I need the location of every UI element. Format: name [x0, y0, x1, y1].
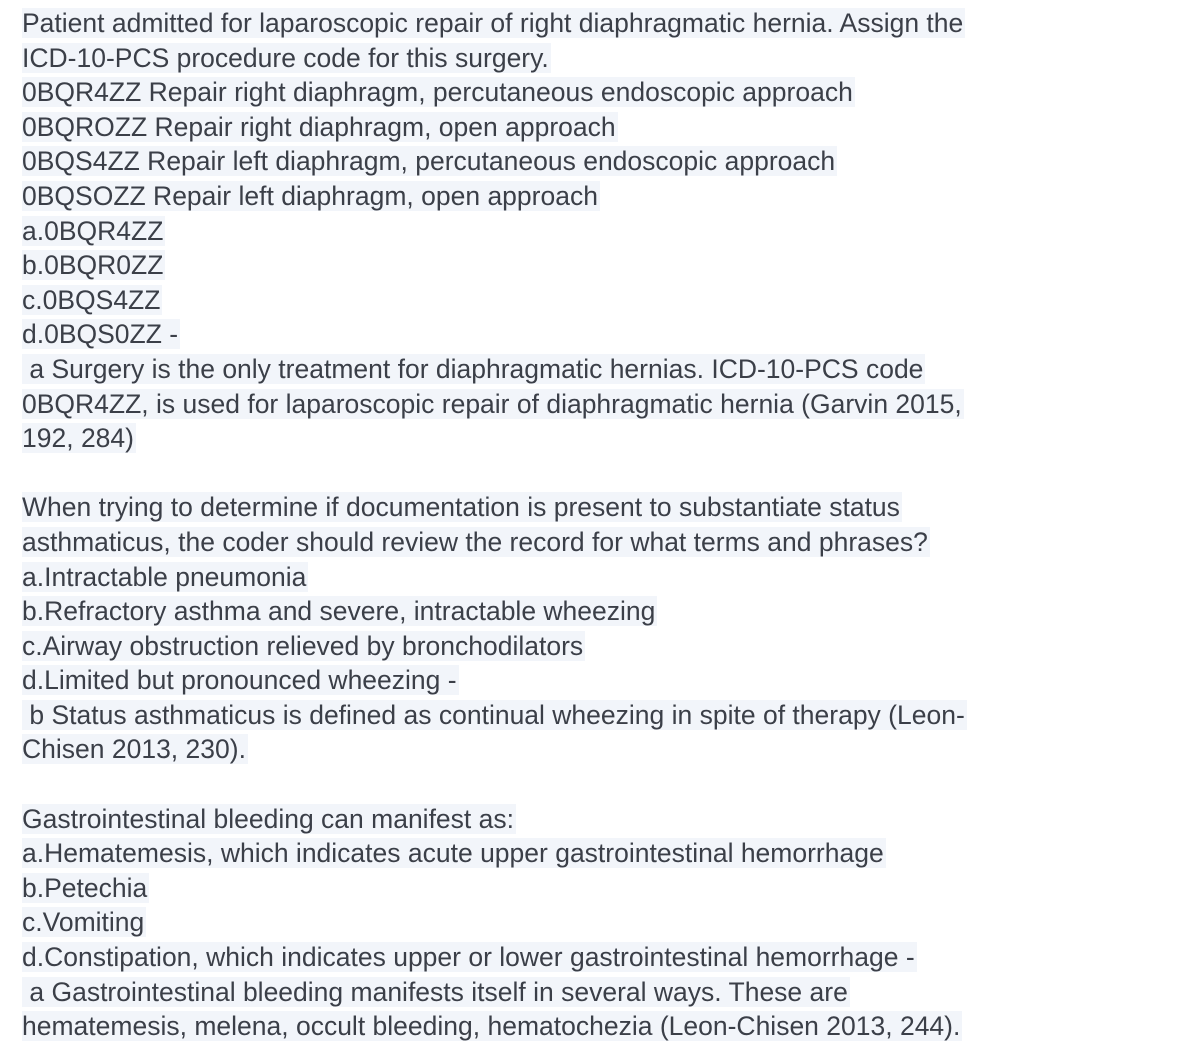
line-text: b Status asthmaticus is defined as continual wheezing in spite of therapy (Leon- [22, 699, 965, 730]
line-text: a.0BQR4ZZ [22, 215, 164, 246]
line-text: 192, 284) [22, 423, 134, 454]
line-text: d.Constipation, which indicates upper or lower gastrointestinal hemorrhage - [22, 942, 915, 973]
line-text: c.Airway obstruction relieved by bronchodilators [22, 630, 584, 661]
line-text: a.Hematemesis, which indicates acute upper gastrointestinal hemorrhage [22, 838, 884, 869]
text-line [22, 905, 1192, 940]
line-text: c.Vomiting [22, 907, 145, 938]
text-line [22, 110, 1192, 145]
text-line [22, 214, 1192, 249]
text-line [22, 490, 1192, 525]
text-line [22, 975, 1192, 1010]
question-block [22, 802, 1192, 1044]
text-line [22, 940, 1192, 975]
text-line [22, 41, 1192, 76]
text-line [22, 387, 1192, 422]
text-line [22, 871, 1192, 906]
line-text: 0BQSOZZ Repair left diaphragm, open approach [22, 180, 598, 211]
blank-line [22, 456, 1192, 491]
text-line [22, 317, 1192, 352]
line-text: a Surgery is the only treatment for diaphragmatic hernias. ICD-10-PCS code [22, 353, 924, 384]
line-text: d.Limited but pronounced wheezing - [22, 665, 457, 696]
question-block [22, 490, 1192, 767]
line-text: 0BQS4ZZ Repair left diaphragm, percutaneous endoscopic approach [22, 146, 836, 177]
text-line [22, 525, 1192, 560]
text-line [22, 629, 1192, 664]
text-line [22, 248, 1192, 283]
line-text: a.Intractable pneumonia [22, 561, 307, 592]
document [22, 6, 1192, 1044]
line-text: b.Refractory asthma and severe, intractable wheezing [22, 596, 656, 627]
line-text: asthmaticus, the coder should review the record for what terms and phrases? [22, 526, 928, 557]
line-text: hematemesis, melena, occult bleeding, hematochezia (Leon-Chisen 2013, 244). [22, 1011, 961, 1042]
text-line [22, 421, 1192, 456]
line-text: a Gastrointestinal bleeding manifests itself in several ways. These are [22, 976, 848, 1007]
line-text: Gastrointestinal bleeding can manifest as: [22, 803, 514, 834]
line-text: 0BQROZZ Repair right diaphragm, open approach [22, 111, 616, 142]
text-line [22, 1009, 1192, 1044]
blank-line [22, 767, 1192, 802]
line-text: 0BQR4ZZ, is used for laparoscopic repair of diaphragmatic hernia (Garvin 2015, [22, 388, 962, 419]
line-text: d.0BQS0ZZ - [22, 319, 179, 350]
line-text: b.Petechia [22, 872, 148, 903]
text-line [22, 802, 1192, 837]
text-line [22, 144, 1192, 179]
text-line [22, 352, 1192, 387]
line-text: When trying to determine if documentation is present to substantiate status [22, 492, 900, 523]
question-block [22, 6, 1192, 456]
text-line [22, 698, 1192, 733]
text-line [22, 836, 1192, 871]
text-line [22, 594, 1192, 629]
text-line [22, 6, 1192, 41]
line-text: b.0BQR0ZZ [22, 250, 164, 281]
text-line [22, 179, 1192, 214]
text-line [22, 560, 1192, 595]
line-text: Patient admitted for laparoscopic repair of right diaphragmatic hernia. Assign the [22, 8, 964, 38]
line-text: Chisen 2013, 230). [22, 734, 246, 765]
line-text: 0BQR4ZZ Repair right diaphragm, percutaneous endoscopic approach [22, 77, 853, 108]
text-line [22, 75, 1192, 110]
text-line [22, 732, 1192, 767]
line-text: c.0BQS4ZZ [22, 284, 161, 315]
line-text: ICD-10-PCS procedure code for this surgery. [22, 42, 549, 73]
text-line [22, 283, 1192, 318]
text-line [22, 663, 1192, 698]
